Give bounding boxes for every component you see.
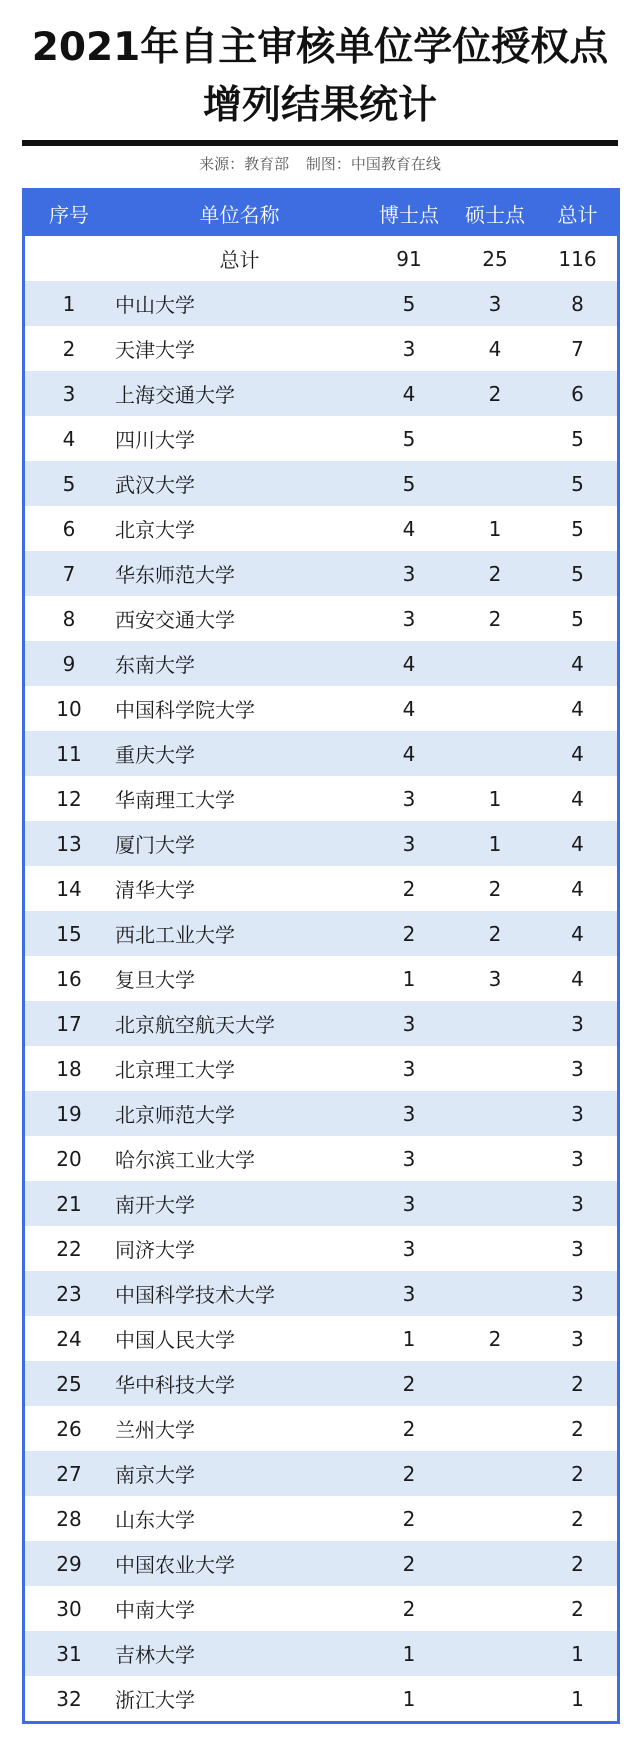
row-total-cell: 4	[571, 966, 584, 991]
row-total-cell: 2	[571, 1551, 584, 1576]
row-total-cell: 6	[571, 381, 584, 406]
table-row	[25, 1406, 617, 1451]
row-total-cell: 3	[571, 1236, 584, 1261]
row-name-cell: 中山大学	[115, 293, 195, 317]
row-name-cell: 上海交通大学	[115, 383, 235, 407]
row-index-cell: 3	[62, 381, 76, 406]
row-index-cell: 15	[56, 921, 82, 946]
row-total-cell: 3	[571, 1146, 584, 1171]
page-title-line1: 2021年自主审核单位学位授权点	[31, 25, 609, 70]
row-name-cell: 东南大学	[115, 653, 195, 677]
producer-text: 制图：中国教育在线	[305, 155, 441, 173]
row-phd-cell: 1	[402, 1641, 416, 1666]
row-total-cell: 4	[571, 786, 584, 811]
row-total-cell: 3	[571, 1056, 584, 1081]
row-total-cell: 5	[571, 606, 584, 631]
stats-table	[22, 188, 620, 1724]
row-ms-cell: 4	[488, 336, 502, 361]
row-index-cell: 31	[56, 1641, 82, 1666]
row-ms-cell: 2	[488, 1326, 502, 1351]
row-index-cell: 4	[62, 426, 76, 451]
row-total-cell: 5	[571, 426, 584, 451]
source-line	[0, 154, 640, 174]
row-phd-cell: 4	[402, 381, 416, 406]
row-name-cell: 中南大学	[115, 1598, 195, 1622]
table-row	[25, 461, 617, 506]
row-index-cell: 29	[56, 1551, 82, 1576]
row-phd-cell: 5	[402, 291, 416, 316]
page-title-line2: 增列结果统计	[202, 83, 437, 128]
row-phd-cell: 3	[402, 1056, 416, 1081]
table-row	[25, 326, 617, 371]
total-total-cell: 116	[558, 246, 597, 271]
column-header-name: 单位名称	[199, 203, 280, 227]
table-row	[25, 1586, 617, 1631]
row-index-cell: 26	[56, 1416, 82, 1441]
row-phd-cell: 2	[402, 1371, 416, 1396]
table-row	[25, 1091, 617, 1136]
table-row	[25, 821, 617, 866]
table-total-row	[25, 236, 617, 281]
row-total-cell: 4	[571, 876, 584, 901]
row-name-cell: 哈尔滨工业大学	[115, 1148, 255, 1172]
row-index-cell: 1	[62, 291, 76, 316]
row-name-cell: 北京航空航天大学	[115, 1013, 275, 1037]
row-total-cell: 5	[571, 516, 584, 541]
row-name-cell: 重庆大学	[115, 743, 195, 767]
row-total-cell: 3	[571, 1281, 584, 1306]
row-ms-cell: 3	[488, 966, 502, 991]
row-total-cell: 2	[571, 1461, 584, 1486]
table-row	[25, 641, 617, 686]
row-name-cell: 清华大学	[115, 878, 195, 902]
title-divider	[22, 140, 618, 146]
row-index-cell: 22	[56, 1236, 82, 1261]
row-phd-cell: 3	[402, 336, 416, 361]
row-ms-cell: 2	[488, 381, 502, 406]
row-total-cell: 4	[571, 831, 584, 856]
table-row	[25, 686, 617, 731]
row-name-cell: 中国农业大学	[115, 1553, 235, 1577]
row-index-cell: 2	[62, 336, 76, 361]
table-row	[25, 866, 617, 911]
table-row	[25, 731, 617, 776]
row-phd-cell: 2	[402, 876, 416, 901]
row-index-cell: 11	[56, 741, 82, 766]
row-total-cell: 1	[571, 1686, 584, 1711]
row-index-cell: 20	[56, 1146, 82, 1171]
column-header-ms: 硕士点	[465, 203, 525, 227]
table-row	[25, 1046, 617, 1091]
table-row	[25, 1676, 617, 1721]
row-index-cell: 25	[56, 1371, 82, 1396]
table-body	[25, 281, 617, 1721]
row-index-cell: 6	[62, 516, 76, 541]
row-phd-cell: 1	[402, 1326, 416, 1351]
row-phd-cell: 3	[402, 1236, 416, 1261]
row-name-cell: 吉林大学	[115, 1643, 195, 1667]
row-phd-cell: 3	[402, 606, 416, 631]
table-row	[25, 1631, 617, 1676]
row-index-cell: 32	[56, 1686, 82, 1711]
table-row	[25, 596, 617, 641]
row-index-cell: 17	[56, 1011, 82, 1036]
row-name-cell: 复旦大学	[115, 968, 195, 992]
table-row	[25, 1001, 617, 1046]
row-phd-cell: 1	[402, 1686, 416, 1711]
total-phd-cell: 91	[396, 246, 422, 271]
row-index-cell: 18	[56, 1056, 82, 1081]
row-total-cell: 8	[571, 291, 584, 316]
row-ms-cell: 3	[488, 291, 502, 316]
row-name-cell: 西北工业大学	[115, 923, 235, 947]
row-name-cell: 华东师范大学	[115, 563, 235, 587]
row-index-cell: 30	[56, 1596, 82, 1621]
row-ms-cell: 1	[488, 786, 502, 811]
row-index-cell: 19	[56, 1101, 82, 1126]
row-total-cell: 5	[571, 561, 584, 586]
row-name-cell: 中国人民大学	[115, 1328, 235, 1352]
row-name-cell: 北京理工大学	[115, 1058, 235, 1082]
table-row	[25, 1496, 617, 1541]
row-name-cell: 南京大学	[115, 1463, 195, 1487]
row-index-cell: 28	[56, 1506, 82, 1531]
row-name-cell: 四川大学	[115, 428, 195, 452]
row-name-cell: 浙江大学	[115, 1688, 195, 1712]
row-index-cell: 23	[56, 1281, 82, 1306]
row-total-cell: 3	[571, 1101, 584, 1126]
row-index-cell: 14	[56, 876, 82, 901]
row-name-cell: 华南理工大学	[115, 788, 235, 812]
row-phd-cell: 3	[402, 1281, 416, 1306]
row-phd-cell: 3	[402, 1011, 416, 1036]
row-name-cell: 中国科学院大学	[115, 698, 255, 722]
row-phd-cell: 2	[402, 1596, 416, 1621]
table-row	[25, 1361, 617, 1406]
row-name-cell: 中国科学技术大学	[115, 1283, 275, 1307]
row-index-cell: 12	[56, 786, 82, 811]
column-header-phd: 博士点	[379, 203, 439, 227]
table-row	[25, 371, 617, 416]
table-header-row	[25, 191, 617, 236]
row-index-cell: 7	[62, 561, 76, 586]
row-total-cell: 2	[571, 1416, 584, 1441]
row-index-cell: 10	[56, 696, 82, 721]
row-total-cell: 2	[571, 1371, 584, 1396]
row-phd-cell: 1	[402, 966, 416, 991]
row-name-cell: 武汉大学	[115, 473, 195, 497]
row-name-cell: 北京大学	[115, 518, 195, 542]
row-name-cell: 西安交通大学	[115, 608, 235, 632]
table-row	[25, 911, 617, 956]
table-row	[25, 776, 617, 821]
row-name-cell: 山东大学	[115, 1508, 195, 1532]
table-row	[25, 1451, 617, 1496]
table-row	[25, 1181, 617, 1226]
row-index-cell: 13	[56, 831, 82, 856]
row-phd-cell: 3	[402, 1101, 416, 1126]
row-index-cell: 9	[62, 651, 76, 676]
row-phd-cell: 2	[402, 1461, 416, 1486]
row-total-cell: 4	[571, 696, 584, 721]
table-row	[25, 1226, 617, 1271]
row-phd-cell: 2	[402, 921, 416, 946]
row-index-cell: 21	[56, 1191, 82, 1216]
row-index-cell: 8	[62, 606, 76, 631]
row-total-cell: 4	[571, 741, 584, 766]
row-phd-cell: 5	[402, 426, 416, 451]
row-index-cell: 27	[56, 1461, 82, 1486]
row-total-cell: 2	[571, 1506, 584, 1531]
row-index-cell: 16	[56, 966, 82, 991]
row-phd-cell: 3	[402, 1146, 416, 1171]
total-label-cell: 总计	[219, 248, 260, 272]
row-phd-cell: 4	[402, 696, 416, 721]
table-row	[25, 1316, 617, 1361]
row-total-cell: 3	[571, 1011, 584, 1036]
row-phd-cell: 2	[402, 1416, 416, 1441]
table-row	[25, 416, 617, 461]
row-total-cell: 5	[571, 471, 584, 496]
row-ms-cell: 2	[488, 876, 502, 901]
row-phd-cell: 3	[402, 786, 416, 811]
row-phd-cell: 3	[402, 1191, 416, 1216]
row-index-cell: 24	[56, 1326, 82, 1351]
row-index-cell: 5	[62, 471, 76, 496]
row-ms-cell: 1	[488, 831, 502, 856]
row-total-cell: 4	[571, 921, 584, 946]
row-name-cell: 北京师范大学	[115, 1103, 235, 1127]
row-total-cell: 1	[571, 1641, 584, 1666]
row-total-cell: 4	[571, 651, 584, 676]
row-total-cell: 7	[571, 336, 584, 361]
row-ms-cell: 2	[488, 561, 502, 586]
row-total-cell: 3	[571, 1326, 584, 1351]
total-ms-cell: 25	[482, 246, 508, 271]
column-header-total: 总计	[557, 203, 598, 227]
source-text: 来源：教育部	[199, 155, 290, 173]
row-name-cell: 华中科技大学	[115, 1373, 235, 1397]
row-total-cell: 3	[571, 1191, 584, 1216]
table-row	[25, 956, 617, 1001]
row-phd-cell: 4	[402, 516, 416, 541]
row-name-cell: 厦门大学	[115, 833, 195, 857]
table-row	[25, 1541, 617, 1586]
table-row	[25, 1271, 617, 1316]
row-phd-cell: 4	[402, 741, 416, 766]
row-ms-cell: 2	[488, 921, 502, 946]
table-row	[25, 281, 617, 326]
row-phd-cell: 2	[402, 1506, 416, 1531]
row-phd-cell: 2	[402, 1551, 416, 1576]
row-phd-cell: 5	[402, 471, 416, 496]
column-header-index: 序号	[49, 203, 89, 227]
row-name-cell: 同济大学	[115, 1238, 195, 1262]
table-row	[25, 551, 617, 596]
row-phd-cell: 3	[402, 831, 416, 856]
row-name-cell: 天津大学	[115, 338, 195, 362]
row-phd-cell: 4	[402, 651, 416, 676]
table-row	[25, 1136, 617, 1181]
row-phd-cell: 3	[402, 561, 416, 586]
row-name-cell: 南开大学	[115, 1193, 195, 1217]
table-row	[25, 506, 617, 551]
row-ms-cell: 2	[488, 606, 502, 631]
row-name-cell: 兰州大学	[115, 1418, 195, 1442]
row-total-cell: 2	[571, 1596, 584, 1621]
row-ms-cell: 1	[488, 516, 502, 541]
